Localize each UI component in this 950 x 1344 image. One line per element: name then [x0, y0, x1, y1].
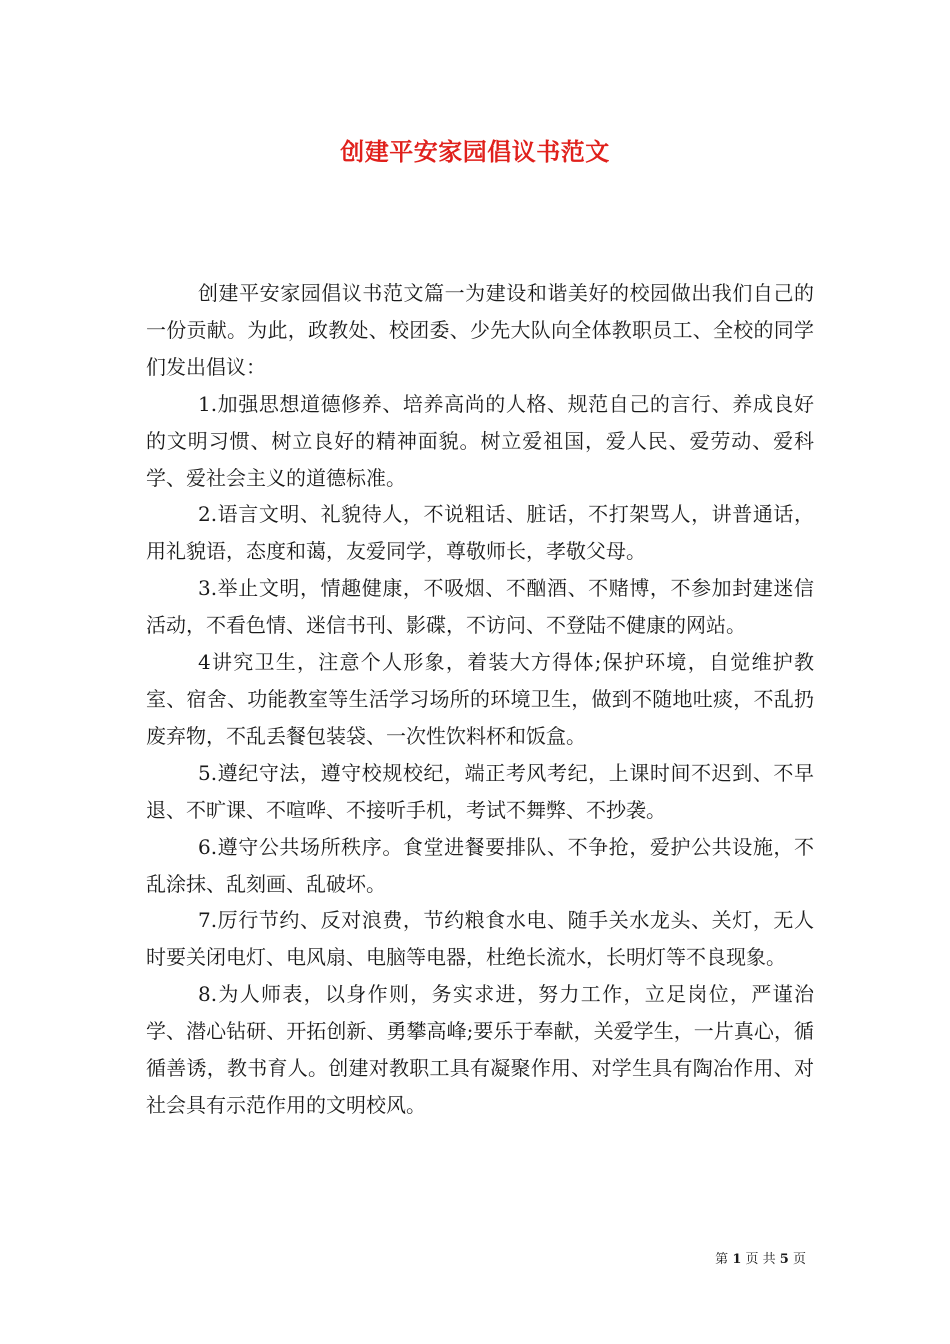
page-current: 1 [732, 1252, 742, 1267]
page-title: 创建平安家园倡议书范文 [340, 137, 610, 166]
paragraph-item-6: 6.遵守公共场所秩序。食堂进餐要排队、不争抢，爱护公共设施，不乱涂抹、乱刻画、乱破坏。 [146, 834, 814, 896]
page-number-footer [0, 1248, 806, 1267]
paragraph-item-3: 3.举止文明，情趣健康，不吸烟、不酗酒、不赌博，不参加封建迷信活动，不看色情、迷信书刊、影碟，不访问、不登陆不健康的网站。 [146, 576, 814, 638]
page-mid: 页 共 [745, 1252, 776, 1267]
paragraph-item-1: 1.加强思想道德修养、培养高尚的人格、规范自己的言行、养成良好的文明习惯、树立良好的精神面貌。树立爱祖国，爱人民、爱劳动、爱科学、爱社会主义的道德标准。 [146, 391, 814, 490]
page-suffix: 页 [792, 1252, 806, 1267]
page-total: 5 [779, 1252, 789, 1267]
page-prefix: 第 [715, 1252, 729, 1267]
paragraph-item-4: 4讲究卫生，注意个人形象，着装大方得体;保护环境，自觉维护教室、宿舍、功能教室等生活学习场所的环境卫生，做到不随地吐痰，不乱扔废弃物，不乱丢餐包装袋、一次性饮料杯和饭盒。 [146, 650, 814, 748]
paragraph-item-2: 2.语言文明、礼貌待人，不说粗话、脏话，不打架骂人，讲普通话，用礼貌语，态度和蔼，友爱同学，尊敬师长，孝敬父母。 [146, 502, 814, 564]
paragraph-intro: 创建平安家园倡议书范文篇一为建设和谐美好的校园做出我们自己的一份贡献。为此，政教处、校团委、少先大队向全体教职员工、全校的同学们发出倡议： [146, 281, 814, 379]
paragraph-item-8: 8.为人师表，以身作则，务实求进，努力工作，立足岗位，严谨治学、潜心钻研、开拓创新、勇攀高峰;要乐于奉献，关爱学生，一片真心，循循善诱，教书育人。创建对教职工具有凝聚作用、对学生具有陶冶作用、对社会具有示范作用的文明校风。 [146, 982, 814, 1117]
paragraph-item-5: 5.遵纪守法，遵守校规校纪，端正考风考纪，上课时间不迟到、不早退、不旷课、不喧哗、不接听手机，考试不舞弊、不抄袭。 [146, 760, 814, 822]
document-body [146, 275, 814, 1124]
paragraph-item-7: 7.厉行节约、反对浪费，节约粮食水电、随手关水龙头、关灯，无人时要关闭电灯、电风扇、电脑等电器，杜绝长流水，长明灯等不良现象。 [146, 908, 814, 970]
